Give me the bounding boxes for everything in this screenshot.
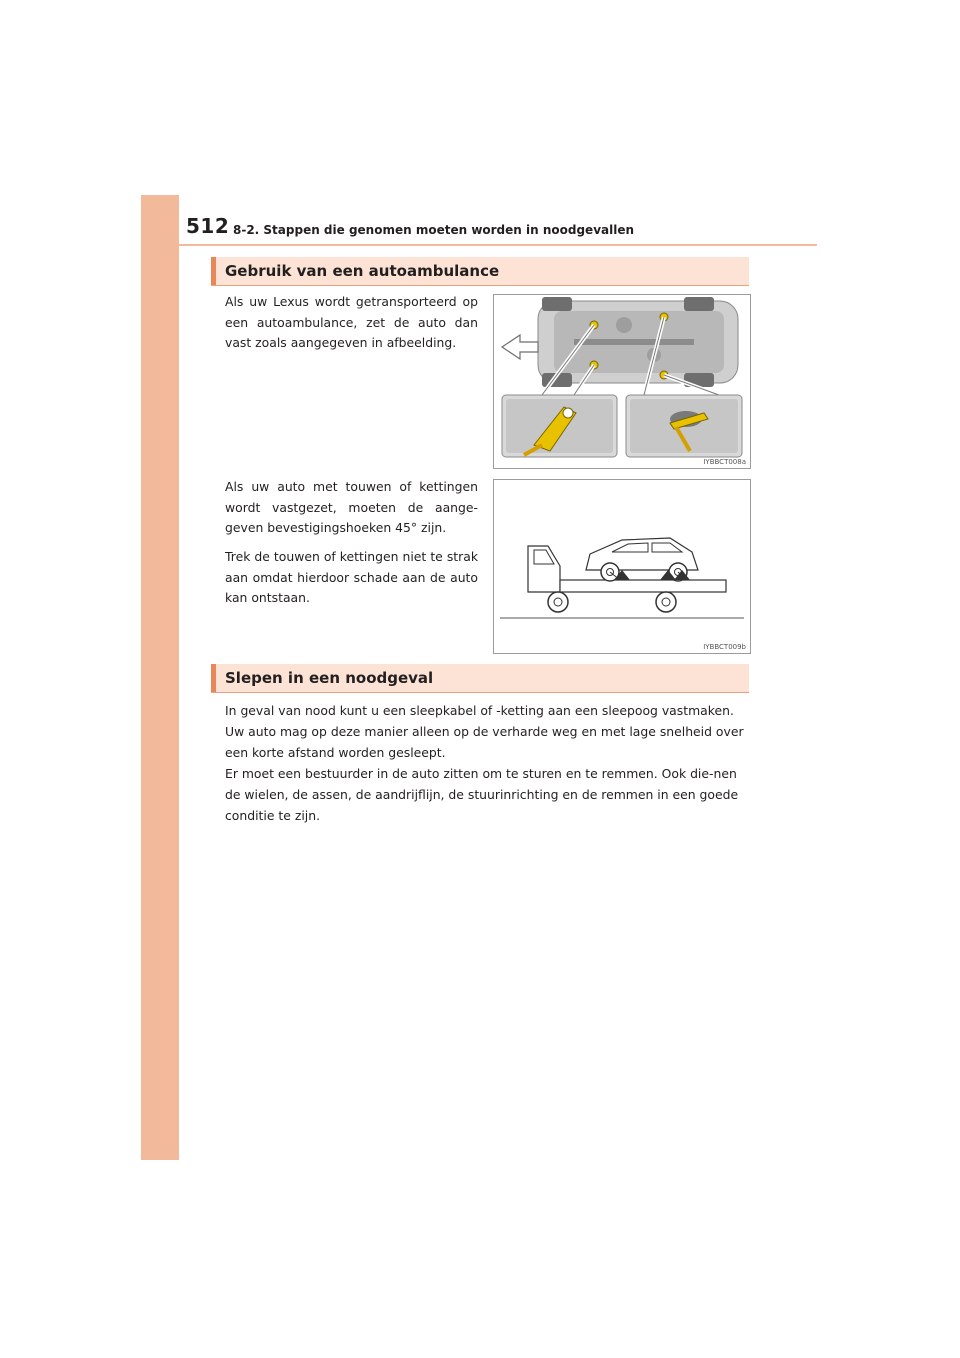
figure-code: IYBBCT009b <box>703 643 746 651</box>
paragraph-transport: Als uw Lexus wordt getransporteerd op een autoambulance, zet de auto dan vast zoals aangegeven in afbeelding. <box>225 294 478 350</box>
paragraph-tension-warning: Trek de touwen of kettingen niet te strak aan omdat hierdoor schade aan de auto kan ontstaan. <box>225 549 478 605</box>
section-heading-autoambulance <box>211 257 749 286</box>
page-number: 512 <box>186 214 230 238</box>
paragraph-emergency-towing <box>225 700 746 826</box>
tow-truck-illustration <box>494 480 750 653</box>
figure-car-on-tow-truck <box>493 479 751 654</box>
paragraph-driver-required: Er moet een bestuurder in de auto zitten om te sturen en te remmen. Ook die-nen de wielen, de assen, de aandrijflijn, de stuurinrichting en de remmen in een goede conditie te zijn. <box>225 766 739 823</box>
section-title: Slepen in een noodgeval <box>225 669 434 687</box>
figure-tie-down-points <box>493 294 751 469</box>
running-header: 8-2. Stappen die genomen moeten worden in noodgevallen <box>233 223 635 237</box>
paragraph-towing-eye: In geval van nood kunt u een sleepkabel of -ketting aan een sleepoog vastmaken. Uw auto mag op deze manier alleen op de verharde weg en met lage snelheid over een korte afstand worden gesleept. <box>225 703 744 760</box>
chapter-side-strip <box>141 195 179 1160</box>
vehicle-underbody-illustration <box>494 295 750 468</box>
heading-accent-bar <box>211 257 216 285</box>
heading-accent-bar <box>211 664 216 692</box>
paragraph-angles: Als uw auto met touwen of kettingen wordt vastgezet, moeten de aange-geven bevestigingshoeken 45° zijn. <box>225 479 478 535</box>
header-rule <box>179 244 817 246</box>
section-heading-emergency-towing <box>211 664 749 693</box>
section-title: Gebruik van een autoambulance <box>225 262 500 280</box>
figure-code: IYBBCT008a <box>703 458 746 466</box>
